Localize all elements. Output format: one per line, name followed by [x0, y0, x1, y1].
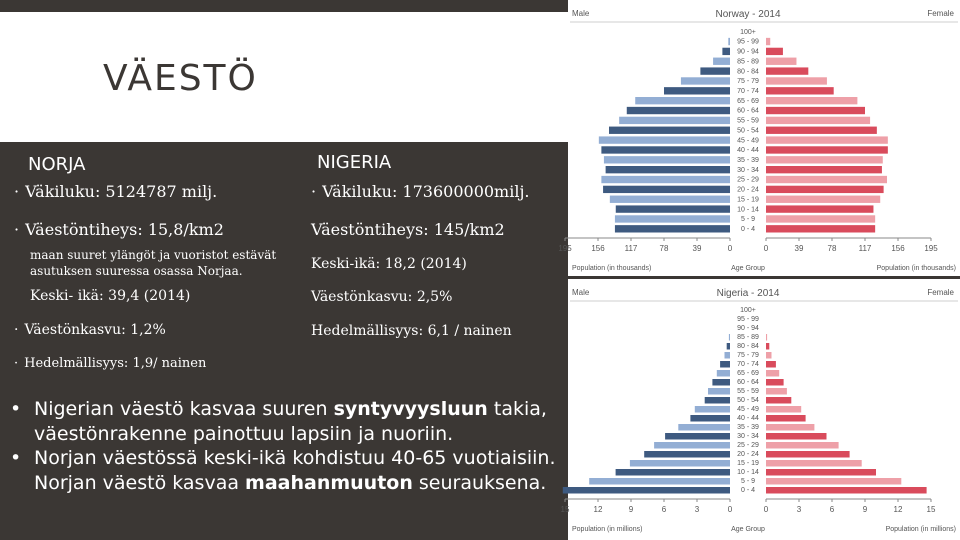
norja-hedelmallisyys — [14, 356, 206, 371]
nigeria-keski-ika: Keski-ikä: 18,2 (2014) — [311, 256, 467, 272]
male-tick-label: 39 — [692, 244, 702, 253]
female-bar — [766, 97, 857, 104]
female-tick-label: 15 — [926, 505, 936, 514]
norja-heading: NORJA — [28, 154, 86, 175]
age-group-label: 20 - 24 — [737, 451, 759, 458]
female-bar — [766, 58, 796, 65]
female-tick-label: 12 — [893, 505, 903, 514]
norja-kasvu-text: Väestönkasvu: 1,2% — [24, 322, 166, 338]
norja-note-line1: maan suuret ylängöt ja vuoristot estävät — [30, 248, 277, 262]
norja-hedelmallisyys-text: Hedelmällisyys: 1,9/ nainen — [24, 356, 207, 371]
age-group-label: 100+ — [740, 28, 756, 36]
male-tick-label: 156 — [591, 244, 605, 253]
norja-vakiluku — [14, 182, 217, 201]
male-bar — [604, 156, 730, 163]
age-group-label: 90 - 94 — [737, 48, 759, 56]
male-bar — [630, 460, 730, 467]
summary-bullets — [8, 397, 560, 495]
age-group-label: 40 - 44 — [737, 147, 759, 155]
male-bar — [606, 166, 730, 173]
male-bar — [603, 186, 730, 193]
norja-tiheys-text: Väestöntiheys: 15,8/km2 — [25, 220, 224, 239]
age-group-label: 100+ — [740, 307, 756, 314]
pyramid-title: Nigeria - 2014 — [716, 288, 780, 299]
male-tick-label: 195 — [558, 244, 572, 253]
male-bar — [654, 442, 730, 449]
nigeria-heading: NIGERIA — [317, 152, 392, 173]
female-bar — [766, 166, 882, 173]
male-bar — [619, 117, 730, 124]
female-bar — [766, 176, 887, 183]
female-bar — [766, 424, 814, 431]
female-bar — [766, 469, 876, 476]
male-bar — [589, 478, 730, 485]
male-tick-label: 0 — [727, 505, 733, 514]
age-group-label: 35 - 39 — [737, 424, 759, 431]
bullet-norja — [8, 446, 560, 495]
male-axis-label: Population (in thousands) — [572, 265, 652, 272]
male-tick-label: 9 — [628, 505, 634, 514]
female-bar — [766, 433, 827, 440]
slide-title: VÄESTÖ — [103, 58, 258, 99]
age-group-label: 40 - 44 — [737, 415, 759, 422]
female-bar — [766, 107, 865, 114]
female-tick-label: 156 — [891, 244, 905, 253]
male-bar — [678, 424, 730, 431]
female-bar — [766, 478, 901, 485]
bullet2-bold: maahanmuuton — [245, 471, 413, 494]
bullet2-pre: Norjan väestössä keski-ikä kohdistuu 40-65 vuotiaisiin. Norjan väestö kasvaa — [34, 447, 556, 494]
female-bar — [766, 361, 776, 368]
age-group-label: 45 - 49 — [737, 406, 759, 413]
age-group-label: 35 - 39 — [737, 157, 759, 164]
age-group-label: 5 - 9 — [740, 216, 756, 224]
age-group-label: 80 - 84 — [737, 68, 759, 76]
female-axis-label: Population (in millions) — [885, 526, 956, 533]
age-group-label: 55 - 59 — [737, 388, 759, 395]
female-bar — [766, 442, 839, 449]
slide-title-area — [0, 0, 568, 142]
age-group-label: 50 - 54 — [737, 127, 759, 135]
female-bar — [766, 117, 870, 124]
male-tick-label: 15 — [560, 505, 570, 514]
male-bar — [601, 176, 730, 183]
male-bar — [610, 196, 730, 203]
age-group-label: 85 - 89 — [737, 58, 759, 66]
female-bar — [766, 146, 888, 153]
female-bar — [766, 215, 875, 222]
pyramid-title: Norway - 2014 — [715, 9, 781, 20]
norway-population-pyramid — [558, 0, 960, 279]
female-bar — [766, 460, 862, 467]
male-bar — [644, 451, 730, 458]
male-bar — [712, 379, 730, 386]
female-bar — [766, 136, 888, 143]
male-bar — [705, 397, 730, 404]
age-group-label: 75 - 79 — [737, 352, 759, 359]
female-bar — [766, 397, 791, 404]
female-tick-label: 6 — [829, 505, 835, 514]
pyramid-female-label: Female — [927, 288, 954, 297]
norja-note-line2: asutuksen suuressa osassa Norjaa. — [30, 264, 243, 278]
male-bar — [713, 58, 730, 65]
male-bar — [690, 415, 730, 422]
age-group-label: 30 - 34 — [737, 433, 759, 440]
norja-vakiluku-text: Väkiluku: 5124787 milj. — [25, 182, 218, 201]
male-bar — [609, 127, 730, 134]
age-group-label: 25 - 29 — [737, 442, 759, 449]
nigeria-pyramid-svg — [560, 279, 960, 540]
norja-kasvu — [14, 322, 166, 338]
female-tick-label: 0 — [763, 505, 769, 514]
age-group-label: 80 - 84 — [737, 343, 759, 350]
age-group-label: 90 - 94 — [737, 325, 759, 332]
female-bar — [766, 406, 801, 413]
norja-tiheys — [14, 220, 224, 239]
male-bar — [722, 48, 730, 55]
male-tick-label: 3 — [694, 505, 700, 514]
norway-pyramid-svg — [558, 0, 960, 279]
age-group-label: 50 - 54 — [737, 397, 759, 404]
age-group-label: 60 - 64 — [737, 379, 759, 386]
male-tick-label: 78 — [659, 244, 669, 253]
bullet1-bold: syntyvyysluun — [333, 398, 488, 420]
female-bar — [766, 451, 850, 458]
female-bar — [766, 38, 770, 45]
content-panel — [0, 142, 568, 540]
male-bar — [615, 225, 730, 232]
age-group-label: 65 - 69 — [737, 370, 759, 377]
female-bar — [766, 77, 827, 84]
male-bar — [615, 215, 730, 222]
age-group-label: 70 - 74 — [737, 88, 759, 95]
age-group-label: 30 - 34 — [737, 166, 759, 174]
age-group-label: 15 - 19 — [737, 196, 759, 204]
female-bar — [766, 352, 772, 359]
female-bar — [766, 370, 779, 377]
nigeria-population-pyramid — [560, 279, 960, 540]
female-bar — [766, 334, 767, 341]
male-bar — [700, 67, 730, 74]
age-group-label: 10 - 14 — [737, 469, 759, 476]
male-tick-label: 6 — [661, 505, 667, 514]
female-bar — [766, 87, 834, 94]
male-tick-label: 0 — [727, 244, 733, 253]
age-axis-label: Age Group — [731, 526, 765, 533]
female-tick-label: 195 — [924, 244, 938, 253]
age-group-label: 0 - 4 — [740, 487, 756, 494]
male-bar — [664, 87, 730, 94]
male-bar — [717, 370, 730, 377]
age-group-label: 15 - 19 — [737, 460, 759, 467]
bullet1-post: takia, väestönrakenne painottuu lapsiin ja nuoriin. — [34, 398, 547, 445]
male-bar — [681, 77, 730, 84]
male-bar — [727, 343, 730, 350]
age-group-label: 5 - 9 — [740, 478, 756, 485]
female-bar — [766, 225, 875, 232]
male-bar — [665, 433, 730, 440]
female-bar — [766, 67, 808, 74]
male-bar — [627, 107, 730, 114]
age-group-label: 55 - 59 — [737, 117, 759, 125]
female-bar — [766, 156, 883, 163]
nigeria-tiheys: Väestöntiheys: 145/km2 — [311, 220, 505, 239]
age-group-label: 25 - 29 — [737, 176, 759, 184]
female-bar — [766, 343, 769, 350]
male-bar — [729, 334, 730, 341]
male-bar — [695, 406, 730, 413]
male-bar — [601, 146, 730, 153]
female-tick-label: 0 — [763, 244, 769, 253]
female-bar — [766, 379, 784, 386]
bullet-nigeria — [8, 397, 560, 446]
male-bar — [725, 352, 731, 359]
pyramid-male-label: Male — [572, 288, 590, 297]
nigeria-vakiluku — [311, 182, 530, 201]
age-group-label: 10 - 14 — [737, 206, 759, 214]
age-axis-label: Age Group — [731, 265, 765, 272]
male-tick-label: 117 — [624, 244, 638, 253]
male-bar — [616, 205, 730, 212]
female-bar — [766, 196, 880, 203]
age-group-label: 95 - 99 — [737, 38, 759, 46]
top-strip — [0, 0, 568, 12]
female-bar — [766, 388, 787, 395]
age-group-label: 70 - 74 — [737, 361, 759, 368]
female-axis-label: Population (in thousands) — [876, 265, 956, 272]
male-bar — [635, 97, 730, 104]
pyramid-female-label: Female — [927, 9, 954, 18]
nigeria-kasvu: Väestönkasvu: 2,5% — [311, 289, 453, 305]
male-bar — [728, 38, 730, 45]
male-bar — [563, 487, 730, 494]
male-bar — [599, 136, 730, 143]
age-group-label: 95 - 99 — [737, 316, 759, 323]
male-bar — [616, 469, 730, 476]
female-tick-label: 78 — [827, 244, 837, 253]
age-group-label: 75 - 79 — [737, 78, 759, 86]
norja-keski-ika: Keski- ikä: 39,4 (2014) — [30, 288, 191, 304]
female-bar — [766, 127, 877, 134]
age-group-label: 20 - 24 — [737, 186, 759, 194]
nigeria-hedelmallisyys: Hedelmällisyys: 6,1 / nainen — [311, 323, 512, 339]
female-bar — [766, 487, 927, 494]
male-axis-label: Population (in millions) — [572, 526, 643, 533]
age-group-label: 0 - 4 — [740, 226, 756, 233]
bullet1-pre: Nigerian väestö kasvaa suuren — [34, 398, 334, 420]
female-bar — [766, 205, 873, 212]
age-group-label: 45 - 49 — [737, 137, 759, 145]
nigeria-vakiluku-text: Väkiluku: 173600000milj. — [322, 182, 530, 201]
age-group-label: 85 - 89 — [737, 334, 759, 341]
pyramid-male-label: Male — [572, 9, 590, 18]
bullet2-post: seurauksena. — [412, 471, 547, 494]
female-tick-label: 117 — [858, 244, 872, 253]
age-group-label: 65 - 69 — [737, 97, 759, 105]
female-bar — [766, 186, 884, 193]
female-tick-label: 39 — [794, 244, 804, 253]
male-bar — [708, 388, 730, 395]
male-bar — [720, 361, 730, 368]
female-tick-label: 9 — [862, 505, 868, 514]
male-tick-label: 12 — [593, 505, 603, 514]
female-bar — [766, 415, 806, 422]
age-group-label: 60 - 64 — [737, 107, 759, 115]
female-tick-label: 3 — [796, 505, 802, 514]
female-bar — [766, 48, 783, 55]
